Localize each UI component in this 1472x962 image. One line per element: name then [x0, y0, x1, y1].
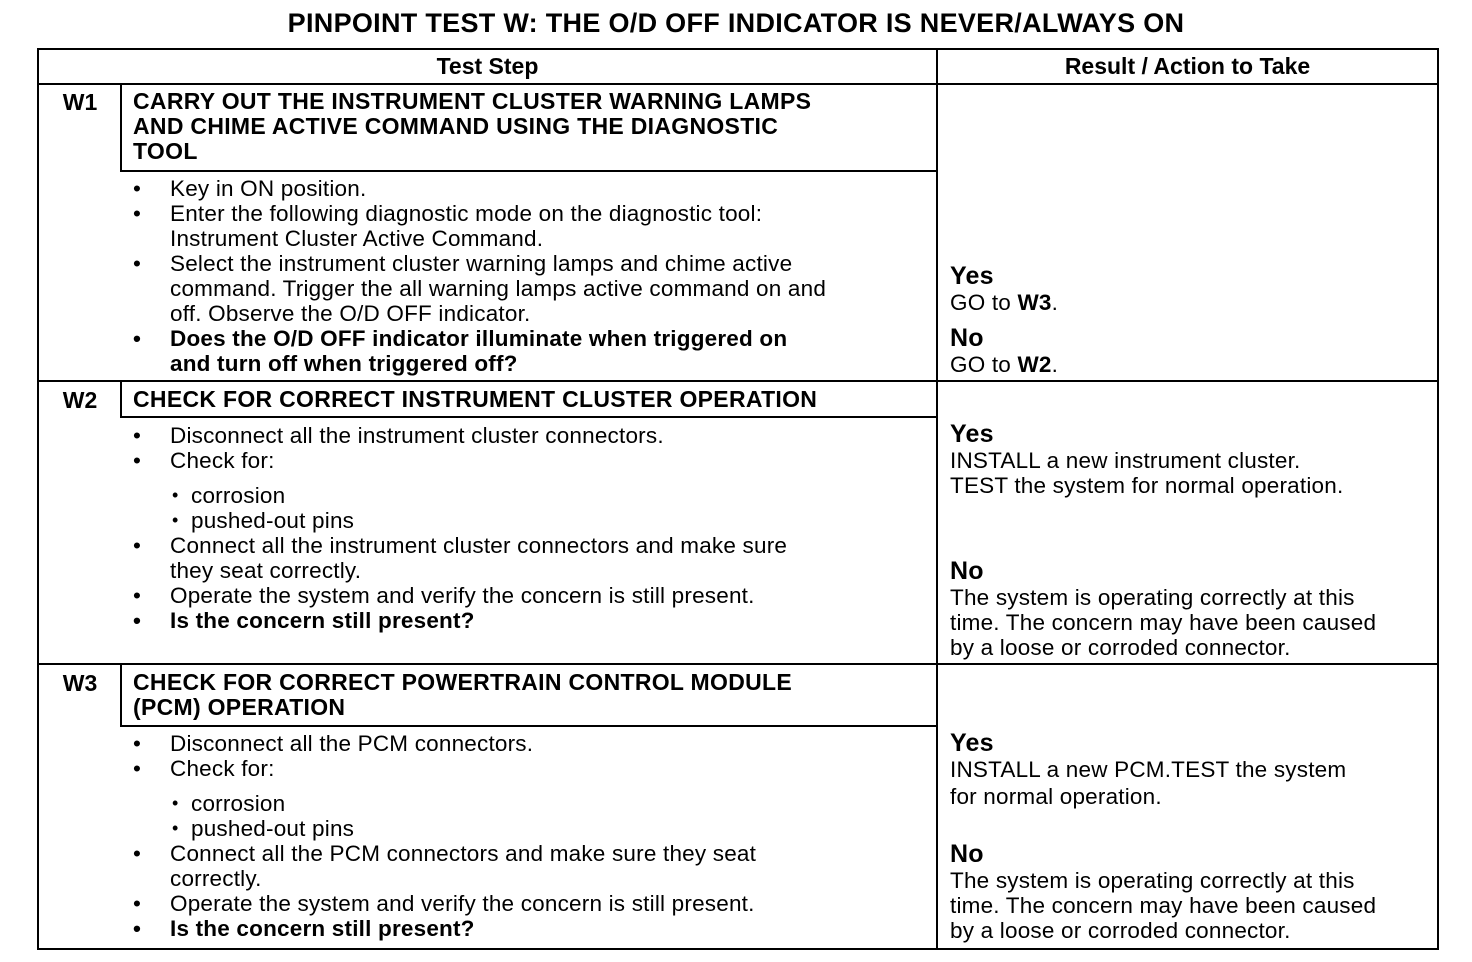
w2-w3-divider: [37, 663, 1439, 665]
list-item: • Operate the system and verify the concern is still present.: [133, 583, 923, 608]
list-item: • Disconnect all the PCM connectors.: [133, 731, 923, 756]
list-item: • Check for:: [133, 756, 923, 781]
yes-label: Yes: [950, 729, 994, 757]
list-item: • Check for:: [133, 448, 923, 473]
no-label: No: [950, 557, 984, 585]
step-body-w2: [133, 423, 923, 633]
column-divider: [936, 48, 938, 950]
result-w2-yes: Yes INSTALL a new instrument cluster. TEST the system for normal operation.: [950, 421, 1430, 498]
list-item: • Key in ON position.: [133, 176, 923, 201]
list-item: • Does the O/D OFF indicator illuminate when triggered on and turn off when triggered off?: [133, 326, 923, 376]
result-w1: [950, 263, 1430, 377]
step-title-w3: CHECK FOR CORRECT POWERTRAIN CONTROL MODULE (PCM) OPERATION: [133, 669, 793, 720]
step-body-w1: [133, 176, 923, 376]
w1-w2-divider: [37, 380, 1439, 382]
page-title: PINPOINT TEST W: THE O/D OFF INDICATOR IS NEVER/ALWAYS ON: [287, 8, 1185, 38]
yes-label: Yes: [950, 262, 994, 290]
list-item: • Operate the system and verify the concern is still present.: [133, 891, 923, 916]
list-item: • Connect all the instrument cluster connectors and make sure they seat correctly.: [133, 533, 923, 583]
list-item: • Connect all the PCM connectors and make sure they seat correctly.: [133, 841, 923, 891]
result-w2-no: No The system is operating correctly at this time. The concern may have been caused by a loose or corroded connector.: [950, 558, 1430, 660]
sub-list-item: • corrosion: [133, 791, 923, 816]
list-item: • Disconnect all the instrument cluster connectors.: [133, 423, 923, 448]
step-body-w3: [133, 731, 923, 941]
step-id-w1: W1: [62, 89, 98, 115]
sub-list-item: • corrosion: [133, 483, 923, 508]
header-test-step: Test Step: [436, 53, 539, 79]
sub-list-item: • pushed-out pins: [133, 508, 923, 533]
step-id-w3: W3: [62, 670, 98, 696]
w2-title-divider: [120, 416, 937, 418]
no-label: No: [950, 324, 984, 352]
w1-title-divider: [120, 170, 937, 172]
yes-label: Yes: [950, 420, 994, 448]
step-title-w2: CHECK FOR CORRECT INSTRUMENT CLUSTER OPERATION: [133, 386, 818, 412]
header-result: Result / Action to Take: [1064, 53, 1311, 79]
step-title-w1: CARRY OUT THE INSTRUMENT CLUSTER WARNING LAMPS AND CHIME ACTIVE COMMAND USING THE DIAGNOSTIC TOOL: [133, 88, 812, 164]
sub-list-item: • pushed-out pins: [133, 816, 923, 841]
no-label: No: [950, 840, 984, 868]
list-item: • Is the concern still present?: [133, 916, 923, 941]
header-divider: [37, 83, 1439, 85]
step-id-w2: W2: [62, 387, 98, 413]
list-item: • Enter the following diagnostic mode on the diagnostic tool: Instrument Cluster Active Command.: [133, 201, 923, 251]
result-w3-no: No The system is operating correctly at this time. The concern may have been caused by a loose or corroded connector.: [950, 841, 1430, 943]
list-item: • Select the instrument cluster warning lamps and chime active command. Trigger the all warning lamps active command on and off. Observe the O/D OFF indicator.: [133, 251, 923, 326]
w3-title-divider: [120, 725, 937, 727]
result-w3-yes: Yes INSTALL a new PCM.TEST the system for normal operation.: [950, 730, 1430, 809]
no-action: GO to W2.: [950, 352, 1059, 377]
yes-action: GO to W3.: [950, 290, 1059, 315]
list-item: • Is the concern still present?: [133, 608, 923, 633]
